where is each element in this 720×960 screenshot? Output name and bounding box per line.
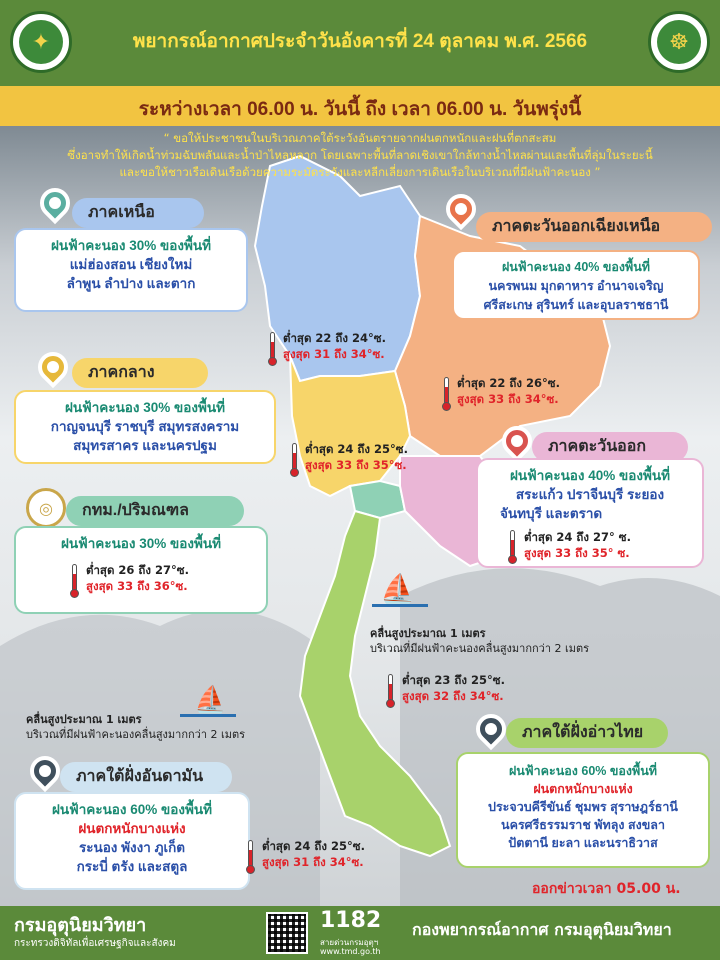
wave-icon <box>372 604 428 611</box>
region-label-east: ภาคตะวันออก <box>532 432 688 462</box>
region-card-north <box>14 228 248 312</box>
region-card-northeast <box>452 250 700 320</box>
thermometer-icon <box>290 443 299 477</box>
sailboat-icon: ⛵ <box>194 685 227 715</box>
thermometer-icon <box>70 564 79 598</box>
south-gulf-temp-high: สูงสุด 32 ถึง 34°ซ. <box>402 689 504 703</box>
region-card-central <box>14 390 276 464</box>
bangkok-temp-high: สูงสุด 33 ถึง 36°ซ. <box>86 579 188 593</box>
east-temp-low: ต่ำสุด 24 ถึง 27° ซ. <box>524 530 631 544</box>
south-gulf-temp-low: ต่ำสุด 23 ถึง 25°ซ. <box>402 673 505 687</box>
ministry-logo <box>10 11 72 73</box>
south-andaman-temp-low: ต่ำสุด 24 ถึง 25°ซ. <box>262 839 365 853</box>
advisory-line-1: “ ขอให้ประชาชนในบริเวณภาคใต้ระวังอันตรายจากฝนตกหนักและฝนที่ตกสะสม <box>163 131 557 145</box>
south-andaman-heavy: ฝนตกหนักบางแห่ง <box>78 821 186 836</box>
region-label-bangkok: กทม./ปริมณฑล <box>66 496 244 526</box>
south-gulf-heavy: ฝนตกหนักบางแห่ง <box>533 782 633 796</box>
footer-dept: กรมอุตุนิยมวิทยา <box>14 915 147 936</box>
sailboat-icon: ⛵ <box>380 572 415 605</box>
northeast-temp-low: ต่ำสุด 22 ถึง 26°ซ. <box>457 376 560 390</box>
east-rain: ฝนฟ้าคะนอง 40% ของพื้นที่ <box>510 468 670 483</box>
northeast-rain: ฝนฟ้าคะนอง 40% ของพื้นที่ <box>501 260 651 274</box>
north-temp-low: ต่ำสุด 22 ถึง 24°ซ. <box>283 331 386 345</box>
north-provinces-2: ลำพูน ลำปาง และตาก <box>66 276 196 291</box>
region-label-south-andaman: ภาคใต้ฝั่งอันดามัน <box>60 762 232 792</box>
northeast-temp-high: สูงสุด 33 ถึง 34°ซ. <box>457 392 559 406</box>
advisory-line-3: และขอให้ชาวเรือเดินเรือด้วยความระมัดระวังและหลีกเลี่ยงการเดินเรือในบริเวณที่มีฝนฟ้าคะนอง ” <box>119 165 601 179</box>
east-temp-high: สูงสุด 33 ถึง 35° ซ. <box>524 546 630 560</box>
website[interactable]: www.tmd.go.th <box>320 947 381 956</box>
gulf-wave-storm: บริเวณที่มีฝนฟ้าคะนองคลื่นสูงมากกว่า 2 เมตร <box>370 642 590 655</box>
thermometer-icon <box>246 840 255 874</box>
tmd-logo <box>648 11 710 73</box>
region-label-central: ภาคกลาง <box>72 358 208 388</box>
central-rain: ฝนฟ้าคะนอง 30% ของพื้นที่ <box>65 400 225 415</box>
south-andaman-rain: ฝนฟ้าคะนอง 60% ของพื้นที่ <box>52 802 212 817</box>
issue-time: ออกข่าวเวลา 05.00 น. <box>532 881 681 897</box>
region-label-south-gulf: ภาคใต้ฝั่งอ่าวไทย <box>506 718 668 748</box>
footer-ministry: กระทรวงดิจิทัลเพื่อเศรษฐกิจและสังคม <box>14 938 176 949</box>
thermometer-icon <box>386 674 395 708</box>
qr-code-icon[interactable] <box>266 912 308 954</box>
hotline-label: สายด่วนกรมอุตุฯ <box>320 938 379 947</box>
thermometer-icon <box>508 530 517 564</box>
northeast-provinces-2: ศรีสะเกษ สุรินทร์ และอุบลราชธานี <box>483 298 669 312</box>
andaman-wave-height: คลื่นสูงประมาณ 1 เมตร <box>26 713 142 726</box>
gulf-wave-info <box>370 626 589 656</box>
bangkok-temp-low: ต่ำสุด 26 ถึง 27°ซ. <box>86 563 189 577</box>
south-gulf-provinces-1: ประจวบคีรีขันธ์ ชุมพร สุราษฎร์ธานี <box>488 800 678 814</box>
city-seal-icon: ◎ <box>26 488 66 528</box>
forecast-period: ระหว่างเวลา 06.00 น. วันนี้ ถึง เวลา 06.00 น. วันพรุ่งนี้ <box>138 99 582 120</box>
deity-icon: ☸ <box>657 20 701 64</box>
region-label-northeast: ภาคตะวันออกเฉียงเหนือ <box>476 212 712 242</box>
south-andaman-temp-high: สูงสุด 31 ถึง 34°ซ. <box>262 855 364 869</box>
south-gulf-provinces-3: ปัตตานี ยะลา และนราธิวาส <box>508 836 658 850</box>
andaman-wave-info <box>26 712 245 742</box>
central-provinces-1: กาญจนบุรี ราชบุรี สมุทรสงคราม <box>50 419 240 434</box>
gulf-wave-height: คลื่นสูงประมาณ 1 เมตร <box>370 627 486 640</box>
south-gulf-temperature <box>402 672 505 704</box>
garuda-icon: ✦ <box>19 20 63 64</box>
central-temperature <box>305 441 408 473</box>
region-label-north: ภาคเหนือ <box>72 198 204 228</box>
page-title: พยากรณ์อากาศประจำวันอังคารที่ 24 ตุลาคม พ.ศ. 2566 <box>132 31 588 52</box>
footer-division: กองพยากรณ์อากาศ กรมอุตุนิยมวิทยา <box>412 920 672 939</box>
andaman-wave-storm: บริเวณที่มีฝนฟ้าคะนองคลื่นสูงมากกว่า 2 เมตร <box>26 728 246 741</box>
south-gulf-rain: ฝนฟ้าคะนอง 60% ของพื้นที่ <box>508 764 658 778</box>
central-provinces-2: สมุทรสาคร และนครปฐม <box>73 438 217 453</box>
east-temperature <box>524 529 631 561</box>
thermometer-icon <box>442 377 451 411</box>
hotline-number: 1182 <box>320 908 382 933</box>
north-rain: ฝนฟ้าคะนอง 30% ของพื้นที่ <box>51 238 211 253</box>
advisory-text <box>24 130 696 181</box>
east-provinces-1: สระแก้ว ปราจีนบุรี ระยอง <box>515 487 665 502</box>
south-gulf-provinces-2: นครศรีธรรมราช พัทลุง สงขลา <box>501 818 665 832</box>
east-provinces-2: จันทบุรี และตราด <box>500 506 603 521</box>
bangkok-temperature <box>86 562 189 594</box>
region-card-south-gulf <box>456 752 710 868</box>
central-temp-high: สูงสุด 33 ถึง 35°ซ. <box>305 458 407 472</box>
north-provinces-1: แม่ฮ่องสอน เชียงใหม่ <box>69 257 193 272</box>
south-andaman-provinces-2: กระบี่ ตรัง และสตูล <box>76 859 188 874</box>
advisory-line-2: ซึ่งอาจทำให้เกิดน้ำท่วมฉับพลันและน้ำป่าไหลหลาก โดยเฉพาะพื้นที่ลาดเชิงเขาใกล้ทางน้ำไหลผ่านและพื้นที่ลุ่มในระยะนี้ <box>67 148 653 162</box>
northeast-temperature <box>457 375 560 407</box>
north-temp-high: สูงสุด 31 ถึง 34°ซ. <box>283 347 385 361</box>
south-andaman-temperature <box>262 838 365 870</box>
northeast-provinces-1: นครพนม มุกดาหาร อำนาจเจริญ <box>488 279 664 293</box>
region-card-south-andaman <box>14 792 250 890</box>
central-temp-low: ต่ำสุด 24 ถึง 25°ซ. <box>305 442 408 456</box>
bangkok-rain: ฝนฟ้าคะนอง 30% ของพื้นที่ <box>61 536 221 551</box>
south-andaman-provinces-1: ระนอง พังงา ภูเก็ต <box>78 840 186 855</box>
north-temperature <box>283 330 386 362</box>
thermometer-icon <box>268 332 277 366</box>
